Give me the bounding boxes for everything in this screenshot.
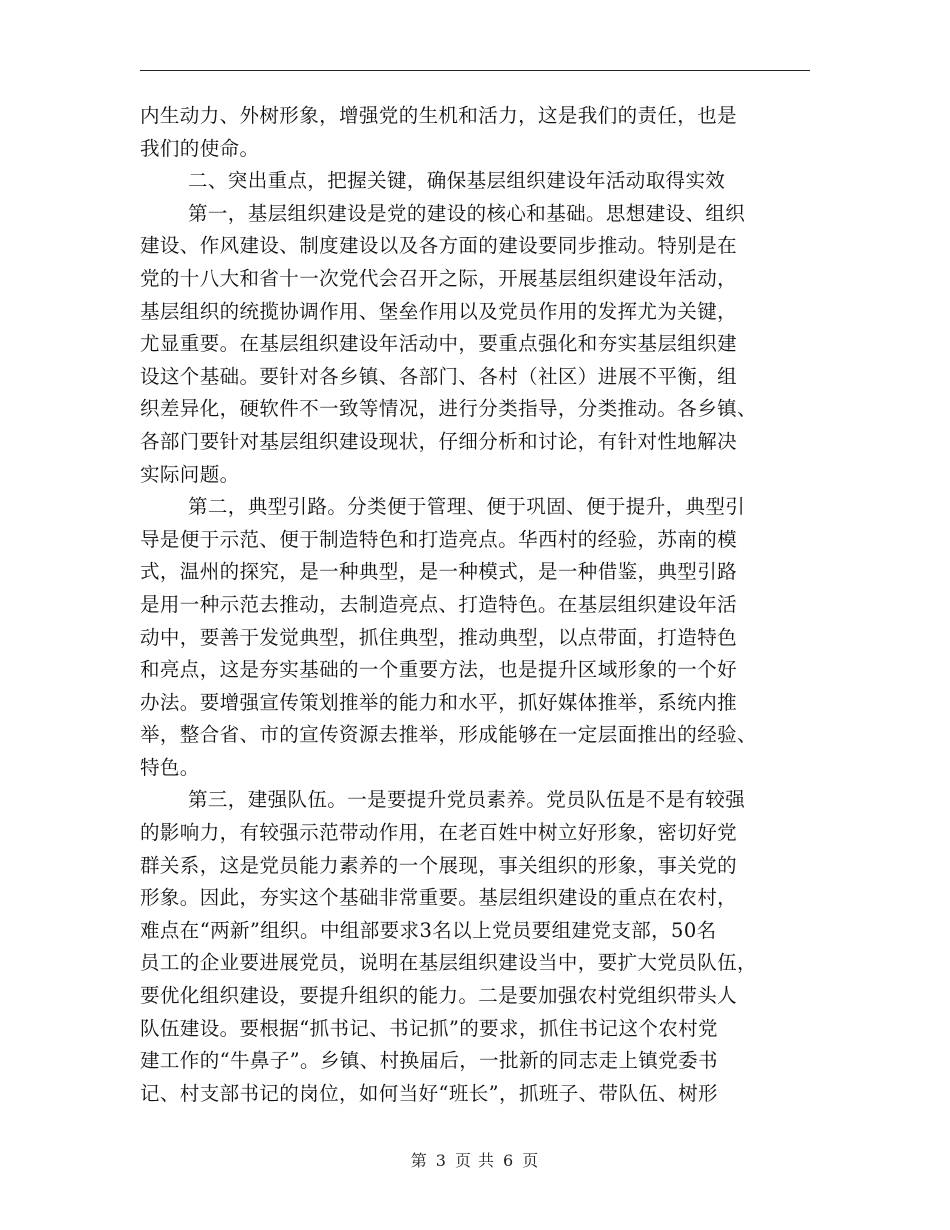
text-line: 和亮点，这是夯实基础的一个重要方法，也是提升区域形象的一个好	[140, 658, 738, 682]
text-line: 队伍建设。要根据“抓书记、书记抓”的要求，抓住书记这个农村党	[140, 1016, 718, 1040]
text-line: 二、突出重点，把握关键，确保基层组织建设年活动取得实效	[188, 169, 726, 193]
text-line: 群关系，这是党员能力素养的一个展现，事关组织的形象，事关党的	[140, 853, 738, 877]
text-line: 形象。因此，夯实这个基础非常重要。基层组织建设的重点在农村，	[140, 886, 738, 910]
text-line: 党的十八大和省十一次党代会召开之际，开展基层组织建设年活动，	[140, 266, 738, 290]
footer-suffix: 页	[522, 1151, 540, 1170]
text-line: 办法。要增强宣传策划推举的能力和水平，抓好媒体推举，系统内推	[140, 690, 738, 714]
footer-prefix: 第	[410, 1151, 428, 1170]
text-line: 我们的使命。	[140, 136, 260, 160]
text-line: 动中，要善于发觉典型，抓住典型，推动典型，以点带面，打造特色	[140, 625, 738, 649]
text-line: 记、村支部书记的岗位，如何当好“班长”，抓班子、带队伍、树形	[140, 1081, 718, 1105]
text-line: 特色。	[140, 755, 200, 779]
text-line: 建工作的“牛鼻子”。乡镇、村换届后，一批新的同志走上镇党委书	[140, 1049, 718, 1073]
text-line: 第二，典型引路。分类便于管理、便于巩固、便于提升，典型引	[188, 495, 746, 519]
text-line: 建设、作风建设、制度建设以及各方面的建设要同步推动。特别是在	[140, 234, 738, 258]
text-line: 第一，基层组织建设是党的建设的核心和基础。思想建设、组织	[188, 201, 746, 225]
text-line: 难点在“两新”组织。中组部要求3名以上党员要组建党支部，50名	[140, 918, 717, 942]
text-line: 内生动力、外树形象，增强党的生机和活力，这是我们的责任，也是	[140, 104, 738, 127]
text-line: 要优化组织建设，要提升组织的能力。二是要加强农村党组织带头人	[140, 984, 738, 1008]
footer-middle: 页 共	[454, 1151, 496, 1170]
text-line: 举，整合省、市的宣传资源去推举，形成能够在一定层面推出的经验、	[140, 723, 757, 747]
footer-current-page: 3	[435, 1151, 447, 1170]
text-line: 织差异化，硬软件不一致等情况，进行分类指导，分类推动。各乡镇、	[140, 397, 757, 421]
footer-total-pages: 6	[503, 1151, 515, 1170]
page-footer	[0, 1148, 950, 1171]
text-line: 设这个基础。要针对各乡镇、各部门、各村（社区）进展不平衡，组	[140, 364, 738, 388]
text-line: 尤显重要。在基层组织建设年活动中，要重点强化和夯实基层组织建	[140, 332, 738, 356]
text-line: 员工的企业要进展党员，说明在基层组织建设当中，要扩大党员队伍，	[140, 951, 757, 975]
body-text	[140, 100, 810, 1110]
text-line: 第三，建强队伍。一是要提升党员素养。党员队伍是不是有较强	[188, 788, 746, 812]
text-line: 实际问题。	[140, 462, 240, 486]
header-rule	[140, 70, 810, 71]
text-line: 基层组织的统揽协调作用、堡垒作用以及党员作用的发挥尤为关键，	[140, 299, 738, 323]
text-line: 各部门要针对基层组织建设现状，仔细分析和讨论，有针对性地解决	[140, 429, 738, 453]
text-line: 的影响力，有较强示范带动作用，在老百姓中树立好形象，密切好党	[140, 821, 738, 845]
text-line: 式，温州的探究，是一种典型，是一种模式，是一种借鉴，典型引路	[140, 560, 738, 584]
text-line: 是用一种示范去推动，去制造亮点、打造特色。在基层组织建设年活	[140, 592, 738, 616]
text-line: 导是便于示范、便于制造特色和打造亮点。华西村的经验，苏南的模	[140, 527, 738, 551]
